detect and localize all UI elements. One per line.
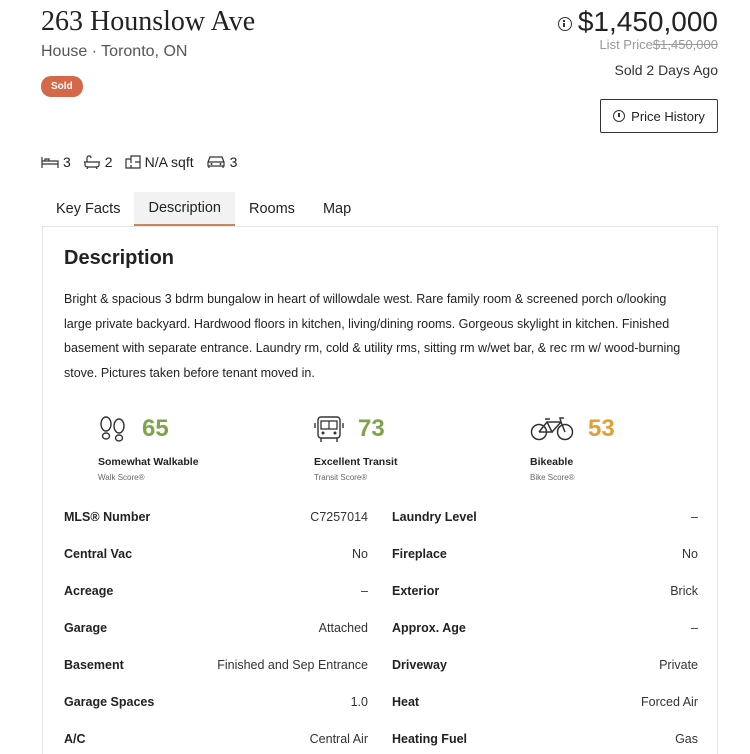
description-title: Description [64, 247, 175, 269]
fact-value: Finished and Sep Entrance [217, 658, 368, 672]
car-icon [206, 155, 226, 169]
sold-ago: Sold 2 Days Ago [614, 62, 718, 78]
bike-score[interactable] [530, 412, 615, 482]
sqft-value: N/A sqft [144, 154, 194, 170]
fact-label: Driveway [392, 658, 447, 672]
transit-score-label: Excellent Transit [314, 456, 398, 468]
feature-parking [206, 154, 238, 170]
feature-baths [83, 154, 113, 170]
fact-label: A/C [64, 732, 86, 746]
beds-count: 3 [63, 154, 71, 170]
fact-value: – [691, 621, 698, 635]
fact-value: Brick [670, 584, 698, 598]
list-price-label: List Price [599, 37, 653, 52]
fact-label: Fireplace [392, 547, 447, 561]
transit-score-sub: Transit Score® [314, 473, 368, 482]
bicycle-icon [530, 416, 574, 442]
fact-label: Heating Fuel [392, 732, 468, 746]
parking-count: 3 [229, 154, 238, 170]
table-row [64, 584, 698, 621]
fact-label: MLS® Number [64, 510, 151, 524]
price-block [558, 6, 718, 38]
fact-value: C7257014 [310, 510, 368, 524]
description-panel [42, 226, 718, 754]
table-row [64, 695, 698, 732]
clock-icon [613, 110, 625, 122]
tab-map[interactable]: Map [322, 201, 352, 217]
walk-score[interactable] [98, 412, 199, 482]
fact-value: – [691, 510, 698, 524]
fact-value: No [682, 547, 698, 561]
transit-score[interactable] [314, 412, 397, 482]
table-row [64, 658, 698, 695]
baths-count: 2 [104, 154, 113, 170]
description-text: Bright & spacious 3 bdrm bungalow in heart of willowdale west. Rare family room & screened porch o/looking large private backyard. Hardwood floors in kitchen, living/dining rooms. Gorgeous skylight in kitchen. Finished basement with separate entrance. Laundry rm, cold & utility rms, sitting rm w/wet bar, & rec rm w/ wood-burning stove. Pictures taken before tenant moved in. [64, 292, 681, 381]
bus-icon [314, 414, 344, 444]
fact-value: – [361, 584, 368, 598]
bed-icon [41, 155, 59, 169]
fact-label: Approx. Age [392, 621, 466, 635]
sold-price: $1,450,000 [577, 6, 718, 37]
info-icon[interactable] [558, 17, 572, 31]
fact-value: Attached [318, 621, 368, 635]
status-badge: Sold [41, 76, 83, 97]
walk-score-sub: Walk Score® [98, 473, 145, 482]
feature-beds [41, 154, 71, 170]
listing-address: 263 Hounslow Ave [41, 6, 256, 37]
fact-label: Central Vac [64, 547, 133, 561]
bath-icon [83, 155, 101, 169]
bike-score-sub: Bike Score® [530, 473, 575, 482]
footsteps-icon [98, 415, 128, 443]
walk-score-value: 65 [142, 415, 169, 442]
fact-value: Private [659, 658, 698, 672]
transit-score-value: 73 [358, 415, 385, 442]
feature-sqft [125, 154, 194, 170]
fact-label: Laundry Level [392, 510, 477, 524]
bike-score-label: Bikeable [530, 456, 574, 468]
fact-value: Gas [675, 732, 698, 746]
fact-label: Garage Spaces [64, 695, 155, 709]
fact-value: Central Air [309, 732, 368, 746]
price-history-label: Price History [631, 108, 705, 124]
list-price-value: $1,450,000 [652, 37, 718, 52]
bike-score-row [530, 412, 615, 446]
table-row [64, 510, 698, 547]
transit-score-row [314, 412, 397, 446]
walk-score-label: Somewhat Walkable [98, 456, 199, 468]
bike-score-value: 53 [588, 415, 615, 442]
fact-label: Exterior [392, 584, 440, 598]
fact-label: Heat [392, 695, 420, 709]
fact-value: No [352, 547, 368, 561]
tab-rooms[interactable]: Rooms [249, 201, 295, 217]
table-row [64, 547, 698, 584]
fact-label: Basement [64, 658, 124, 672]
floorplan-icon [125, 155, 141, 169]
feature-row [41, 154, 249, 170]
fact-label: Garage [64, 621, 108, 635]
tab-key-facts[interactable]: Key Facts [56, 201, 121, 217]
tab-bar [42, 192, 365, 226]
table-row [64, 621, 698, 658]
fact-value: Forced Air [641, 695, 698, 709]
fact-label: Acreage [64, 584, 114, 598]
list-price [599, 37, 718, 52]
listing-subtitle: House · Toronto, ON [41, 43, 188, 60]
fact-value: 1.0 [350, 695, 368, 709]
tab-description[interactable]: Description [134, 192, 235, 226]
walk-score-row [98, 412, 199, 446]
price-history-button[interactable] [600, 99, 718, 133]
table-row [64, 732, 698, 754]
